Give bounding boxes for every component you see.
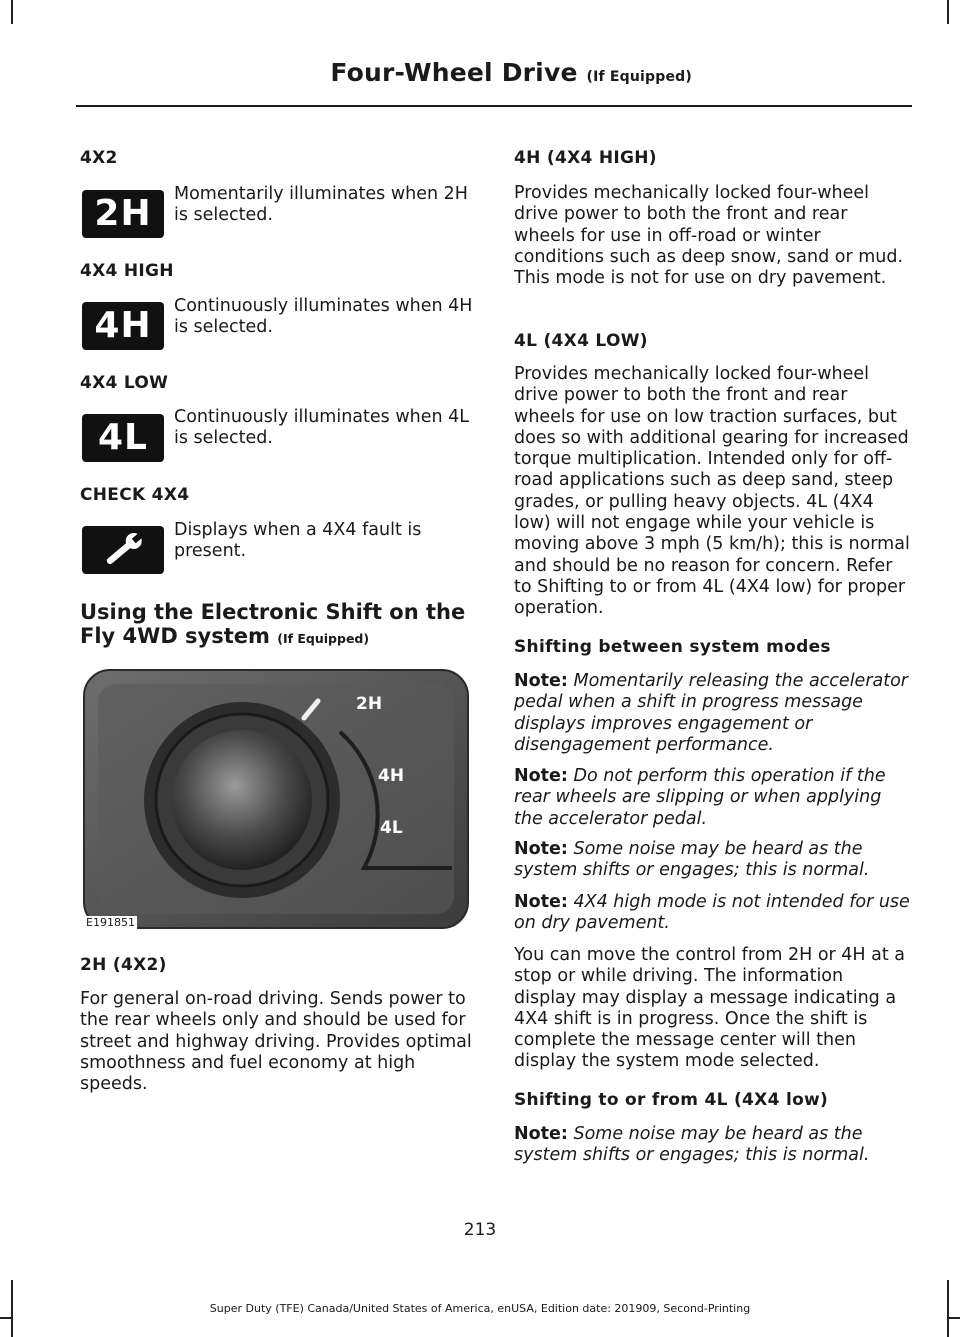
heading-4x2: 4X2 — [80, 148, 118, 168]
wrench-icon — [82, 526, 164, 574]
selector-label-4h: 4H — [378, 766, 405, 786]
note-1: Note: Momentarily releasing the accelerator pedal when a shift in progress message displays improves engagement or disengagement performance. — [514, 671, 909, 755]
edition-footer: Super Duty (TFE) Canada/United States of America, enUSA, Edition date: 201909, Second-Printing — [209, 1302, 751, 1315]
section-title-suffix: (If Equipped) — [277, 631, 370, 646]
page-title-suffix: (If Equipped) — [586, 69, 692, 85]
header-divider — [76, 105, 912, 107]
crop-mark — [947, 0, 949, 24]
heading-4x4-high: 4X4 HIGH — [80, 261, 174, 281]
note-5: Note: Some noise may be heard as the system shifts or engages; this is normal. — [514, 1124, 870, 1166]
heading-2h: 2H (4X2) — [80, 955, 167, 975]
note-4: Note: 4X4 high mode is not intended for use on dry pavement. — [514, 892, 910, 934]
crop-mark — [11, 0, 13, 24]
indicator-4h-icon: 4H — [82, 302, 164, 350]
selector-label-4l: 4L — [380, 818, 403, 838]
heading-check-4x4: CHECK 4X4 — [80, 485, 190, 505]
page-title: Four-Wheel Drive (If Equipped) — [330, 58, 692, 87]
text-4h: Provides mechanically locked four-wheel drive power to both the front and rear wheels for use in off-road or winter conditions such as deep snow, sand or mud. This mode is not for use on dry pavement. — [514, 183, 904, 289]
text-4x4-high: Continuously illuminates when 4H is selected. — [174, 296, 473, 338]
heading-4l: 4L (4X4 LOW) — [514, 331, 648, 351]
heading-4x4-low: 4X4 LOW — [80, 373, 169, 393]
indicator-2h-icon: 2H — [82, 190, 164, 238]
crop-mark — [0, 1317, 12, 1319]
section-title: Using the Electronic Shift on the Fly 4WD system (If Equipped) — [80, 600, 466, 648]
text-4x2: Momentarily illuminates when 2H is selected. — [174, 184, 468, 226]
crop-mark — [948, 1317, 960, 1319]
indicator-4l-icon: 4L — [82, 414, 164, 462]
heading-shifting-modes: Shifting between system modes — [514, 637, 831, 657]
heading-shifting-4l: Shifting to or from 4L (4X4 low) — [514, 1090, 829, 1110]
text-2h: For general on-road driving. Sends power to the rear wheels only and should be used for street and highway driving. Provides optimal smoothness and fuel economy at high speeds. — [80, 989, 472, 1095]
text-4l: Provides mechanically locked four-wheel drive power to both the front and rear wheels for use on low traction surfaces, but does so with additional gearing for increased torque multiplication. Intended only for off-road applications such as deep sand, steep grades, or pulling heavy objects. 4L (4X4 low) will not engage while your vehicle is moving above 3 mph (5 km/h); this is normal and should be no reason for concern. Refer to Shifting to or from 4L (4X4 low) for proper operation. — [514, 364, 910, 619]
note-3: Note: Some noise may be heard as the system shifts or engages; this is normal. — [514, 839, 870, 881]
note-2: Note: Do not perform this operation if the rear wheels are slipping or when applying the accelerator pedal. — [514, 766, 886, 829]
text-4x4-low: Continuously illuminates when 4L is selected. — [174, 407, 470, 449]
figure-id: E191851 — [86, 916, 135, 929]
text-check-4x4: Displays when a 4X4 fault is present. — [174, 520, 422, 562]
4wd-selector-figure — [82, 668, 470, 930]
page-number: 213 — [463, 1220, 497, 1240]
heading-4h: 4H (4X4 HIGH) — [514, 148, 657, 168]
selector-label-2h: 2H — [356, 694, 383, 714]
wrench-svg — [82, 526, 164, 574]
selector-knob-illustration — [82, 668, 470, 930]
text-move-control: You can move the control from 2H or 4H at a stop or while driving. The information display may display a message indicating a 4X4 shift is in progress. Once the shift is complete the message center will then display the system mode selected. — [514, 945, 906, 1072]
